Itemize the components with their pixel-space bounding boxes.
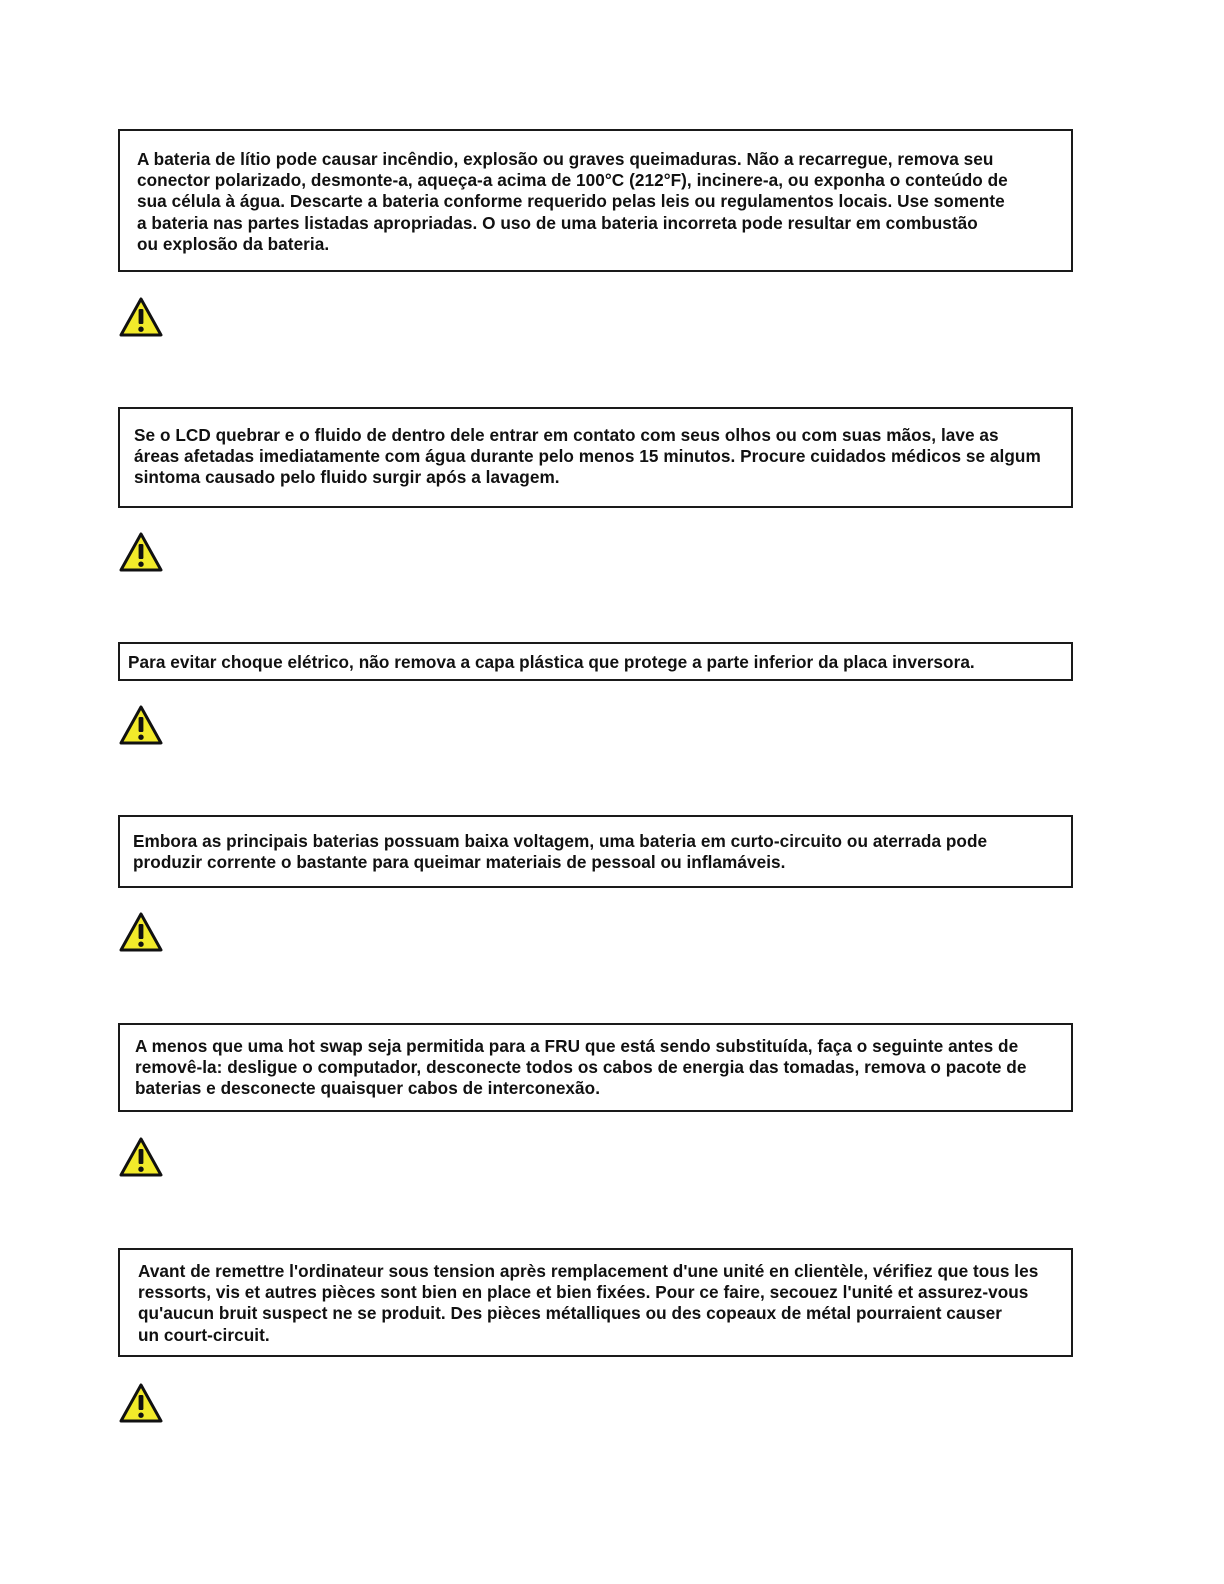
notice-text: Embora as principais baterias possuam baixa voltagem, uma bateria em curto-circuito ou aterrada pode produzir corrente o bastante para queimar materiais de pessoal ou inflamáveis. <box>133 831 988 873</box>
warning-triangle-icon <box>118 531 164 573</box>
notice-box-fru-reassembly <box>118 1248 1073 1357</box>
notice-text: A bateria de lítio pode causar incêndio, explosão ou graves queimaduras. Não a recarregue, remova seu conector polarizado, desmonte-a, aqueça-a acima de 100°C (212°F), incinere-a, ou exponha o conteúdo de sua célula à água. Descarte a bateria conforme requerido pelas leis ou regulamentos locais. Use somente a bateria nas partes listadas apropriadas. O uso de uma bateria incorreta pode resultar em combustão ou explosão da bateria. <box>137 149 1008 254</box>
notice-text: Para evitar choque elétrico, não remova a capa plástica que protege a parte inferior da placa inversora. <box>128 652 975 672</box>
warning-triangle-icon <box>118 704 164 746</box>
notice-box-short-circuit <box>118 815 1073 888</box>
notice-box-electric-shock <box>118 642 1073 681</box>
warning-triangle-icon <box>118 1136 164 1178</box>
notice-box-hot-swap <box>118 1023 1073 1112</box>
notice-text: Se o LCD quebrar e o fluido de dentro dele entrar em contato com seus olhos ou com suas mãos, lave as áreas afetadas imediatamente com água durante pelo menos 15 minutos. Procure cuidados médicos se algum sintoma causado pelo fluido surgir após a lavagem. <box>134 425 1041 488</box>
notice-text: Avant de remettre l'ordinateur sous tension après remplacement d'une unité en clientèle, vérifiez que tous les ressorts, vis et autres pièces sont bien en place et bien fixées. Pour ce faire, secouez l'unité et assurez-vous qu'aucun bruit suspect ne se produit. Des pièces métalliques ou des copeaux de métal pourraient causer un court-circuit. <box>138 1261 1039 1345</box>
warning-triangle-icon <box>118 296 164 338</box>
warning-triangle-icon <box>118 911 164 953</box>
warning-triangle-icon <box>118 1382 164 1424</box>
notice-box-lithium-battery <box>118 129 1073 272</box>
notice-box-lcd-fluid <box>118 407 1073 508</box>
notice-text: A menos que uma hot swap seja permitida para a FRU que está sendo substituída, faça o seguinte antes de removê-la: desligue o computador, desconecte todos os cabos de energia das tomadas, remova o pacote de baterias e desconecte quaisquer cabos de interconexão. <box>135 1036 1027 1099</box>
